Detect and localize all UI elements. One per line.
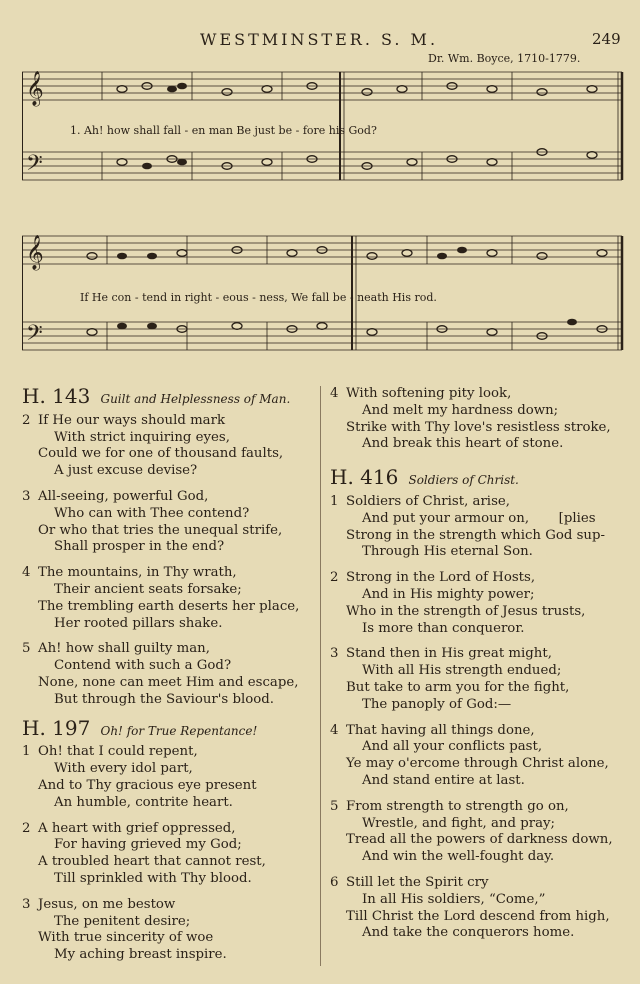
svg-text:𝄢: 𝄢 xyxy=(26,321,43,351)
stanza-number: 4 xyxy=(22,565,31,581)
verse-line: Wrestle, and fight, and pray; xyxy=(362,815,556,831)
verse-line: Still let the Spirit cry xyxy=(346,874,489,890)
hymn-subject: Soldiers of Christ. xyxy=(408,473,519,488)
hymn-number: H. 143 xyxy=(22,384,91,408)
verse-line: Stand then in His great might, xyxy=(346,646,552,662)
hymn-subject: Guilt and Helplessness of Man. xyxy=(100,392,291,406)
verse-line: But through the Saviour's blood. xyxy=(54,691,274,707)
stanza-number: 5 xyxy=(330,798,339,814)
svg-text:𝄞: 𝄞 xyxy=(26,71,44,106)
verse-line: Till Christ the Lord descend from high, xyxy=(346,908,610,924)
verse-line: Or who that tries the unequal strife, xyxy=(38,522,283,538)
verse-line: Ah! how shall guilty man, xyxy=(38,641,210,657)
verse-line: Till sprinkled with Thy blood. xyxy=(54,870,252,886)
stanza xyxy=(330,723,630,790)
stanza-number: 6 xyxy=(330,874,339,890)
verse-line: With true sincerity of woe xyxy=(38,930,214,946)
stanza-number: 3 xyxy=(22,488,31,504)
verse-line: That having all things done, xyxy=(346,722,535,738)
verse-line: My aching breast inspire. xyxy=(54,947,227,963)
stanza xyxy=(22,744,318,811)
stanza xyxy=(330,494,630,561)
svg-text:𝄞: 𝄞 xyxy=(26,235,44,270)
stanza xyxy=(22,413,318,480)
stanza xyxy=(330,875,630,942)
verse-line: And put your armour on, [plies xyxy=(362,510,596,526)
page-number: 249 xyxy=(592,30,621,48)
composer-credit: Dr. Wm. Boyce, 1710-1779. xyxy=(428,52,581,65)
verse-line: Ye may o'ercome through Christ alone, xyxy=(346,756,609,772)
column-divider xyxy=(320,386,321,966)
verse-line: Could we for one of thousand faults, xyxy=(38,446,284,462)
stanza xyxy=(22,897,318,964)
stanza-number: 4 xyxy=(330,722,339,738)
verse-line: A troubled heart that cannot rest, xyxy=(38,854,266,870)
verse-line: But take to arm you for the fight, xyxy=(346,679,570,695)
verse-line: Through His eternal Son. xyxy=(362,544,533,560)
verse-line: A heart with grief oppressed, xyxy=(38,820,236,836)
verse-line: The penitent desire; xyxy=(54,913,191,929)
verse-line: A just excuse devise? xyxy=(54,463,198,479)
stanza xyxy=(330,646,630,713)
right-column xyxy=(330,386,630,942)
verse-line: Strong in the strength which God sup- xyxy=(346,527,605,543)
verse-line: Who can with Thee contend? xyxy=(54,505,250,521)
hymn-heading-416 xyxy=(330,465,630,490)
verse-line: Oh! that I could repent, xyxy=(38,744,198,760)
verse-line: For having grieved my God; xyxy=(54,837,242,853)
svg-text:𝄢: 𝄢 xyxy=(26,151,43,181)
verse-line: None, none can meet Him and escape, xyxy=(38,674,299,690)
verse-line: If He our ways should mark xyxy=(38,412,226,428)
stanza-number: 2 xyxy=(22,412,31,428)
stanza-number: 2 xyxy=(330,570,339,586)
verse-line: Their ancient seats forsake; xyxy=(54,581,242,597)
stanza-number: 4 xyxy=(330,386,339,401)
stanza-number: 1 xyxy=(330,493,339,509)
verse-line: Jesus, on me bestow xyxy=(38,896,176,912)
verse-line: Strike with Thy love's resistless stroke, xyxy=(346,419,611,435)
tune-title: WESTMINSTER. S. M. xyxy=(200,30,439,49)
verse-line: Contend with such a God? xyxy=(54,658,232,674)
verse-line: Her rooted pillars shake. xyxy=(54,615,223,631)
verse-line: And all your conflicts past, xyxy=(362,739,543,755)
stanza-number: 2 xyxy=(22,820,31,836)
verse-line: And break this heart of stone. xyxy=(362,436,564,452)
stanza xyxy=(330,570,630,637)
verse-line: With strict inquiring eyes, xyxy=(54,429,230,445)
verse-line: And win the well-fought day. xyxy=(362,849,555,865)
verse-line: The mountains, in Thy wrath, xyxy=(38,565,237,581)
music-notation-1 xyxy=(22,64,628,196)
verse-line: Is more than conqueror. xyxy=(362,620,525,636)
music-lyrics-1: 1. Ah! how shall fall - en man Be just be - fore his God? xyxy=(70,124,377,137)
verse-line: And to Thy gracious eye present xyxy=(38,777,257,793)
stanza xyxy=(22,821,318,888)
left-column xyxy=(22,386,318,964)
verse-line: With all His strength endued; xyxy=(362,663,562,679)
music-lyrics-2: If He con - tend in right - eous - ness, We fall be - neath His rod. xyxy=(80,291,437,304)
music-system-2 xyxy=(22,228,628,360)
verse-line: Who in the strength of Jesus trusts, xyxy=(346,603,586,619)
verse-line: All-seeing, powerful God, xyxy=(38,488,209,504)
stanza xyxy=(22,489,318,556)
verse-line: From strength to strength go on, xyxy=(346,798,569,814)
verse-line: With softening pity look, xyxy=(346,386,512,401)
hymn-subject: Oh! for True Repentance! xyxy=(100,723,258,738)
stanza-number: 3 xyxy=(330,646,339,662)
verse-line: With every idol part, xyxy=(54,761,193,777)
stanza-number: 1 xyxy=(22,744,31,760)
verse-line: And in His mighty power; xyxy=(362,586,535,602)
stanza xyxy=(330,386,630,453)
verse-line: The trembling earth deserts her place, xyxy=(38,598,300,614)
verse-line: Soldiers of Christ, arise, xyxy=(346,493,510,509)
page-header xyxy=(0,30,640,65)
verse-line: In all His soldiers, “Come,” xyxy=(362,891,546,907)
verse-line: Shall prosper in the end? xyxy=(54,539,225,555)
hymn-number: H. 416 xyxy=(330,465,399,490)
music-notation-2 xyxy=(22,228,628,360)
hymn-heading-143 xyxy=(22,384,318,409)
verse-line: Strong in the Lord of Hosts, xyxy=(346,570,536,586)
verse-line: And take the conquerors home. xyxy=(362,925,575,941)
stanza xyxy=(22,565,318,632)
verse-line: Tread all the powers of darkness down, xyxy=(346,832,613,848)
verse-line: The panoply of God:— xyxy=(362,696,512,712)
verse-line: And melt my hardness down; xyxy=(362,402,559,418)
stanza xyxy=(330,799,630,866)
stanza-number: 3 xyxy=(22,896,31,912)
stanza-number: 5 xyxy=(22,641,31,657)
hymn-number: H. 197 xyxy=(22,715,91,740)
verse-line: An humble, contrite heart. xyxy=(54,794,233,810)
stanza xyxy=(22,641,318,708)
verse-line: And stand entire at last. xyxy=(362,772,525,788)
music-system-1 xyxy=(22,64,628,196)
hymn-heading-197 xyxy=(22,715,318,741)
